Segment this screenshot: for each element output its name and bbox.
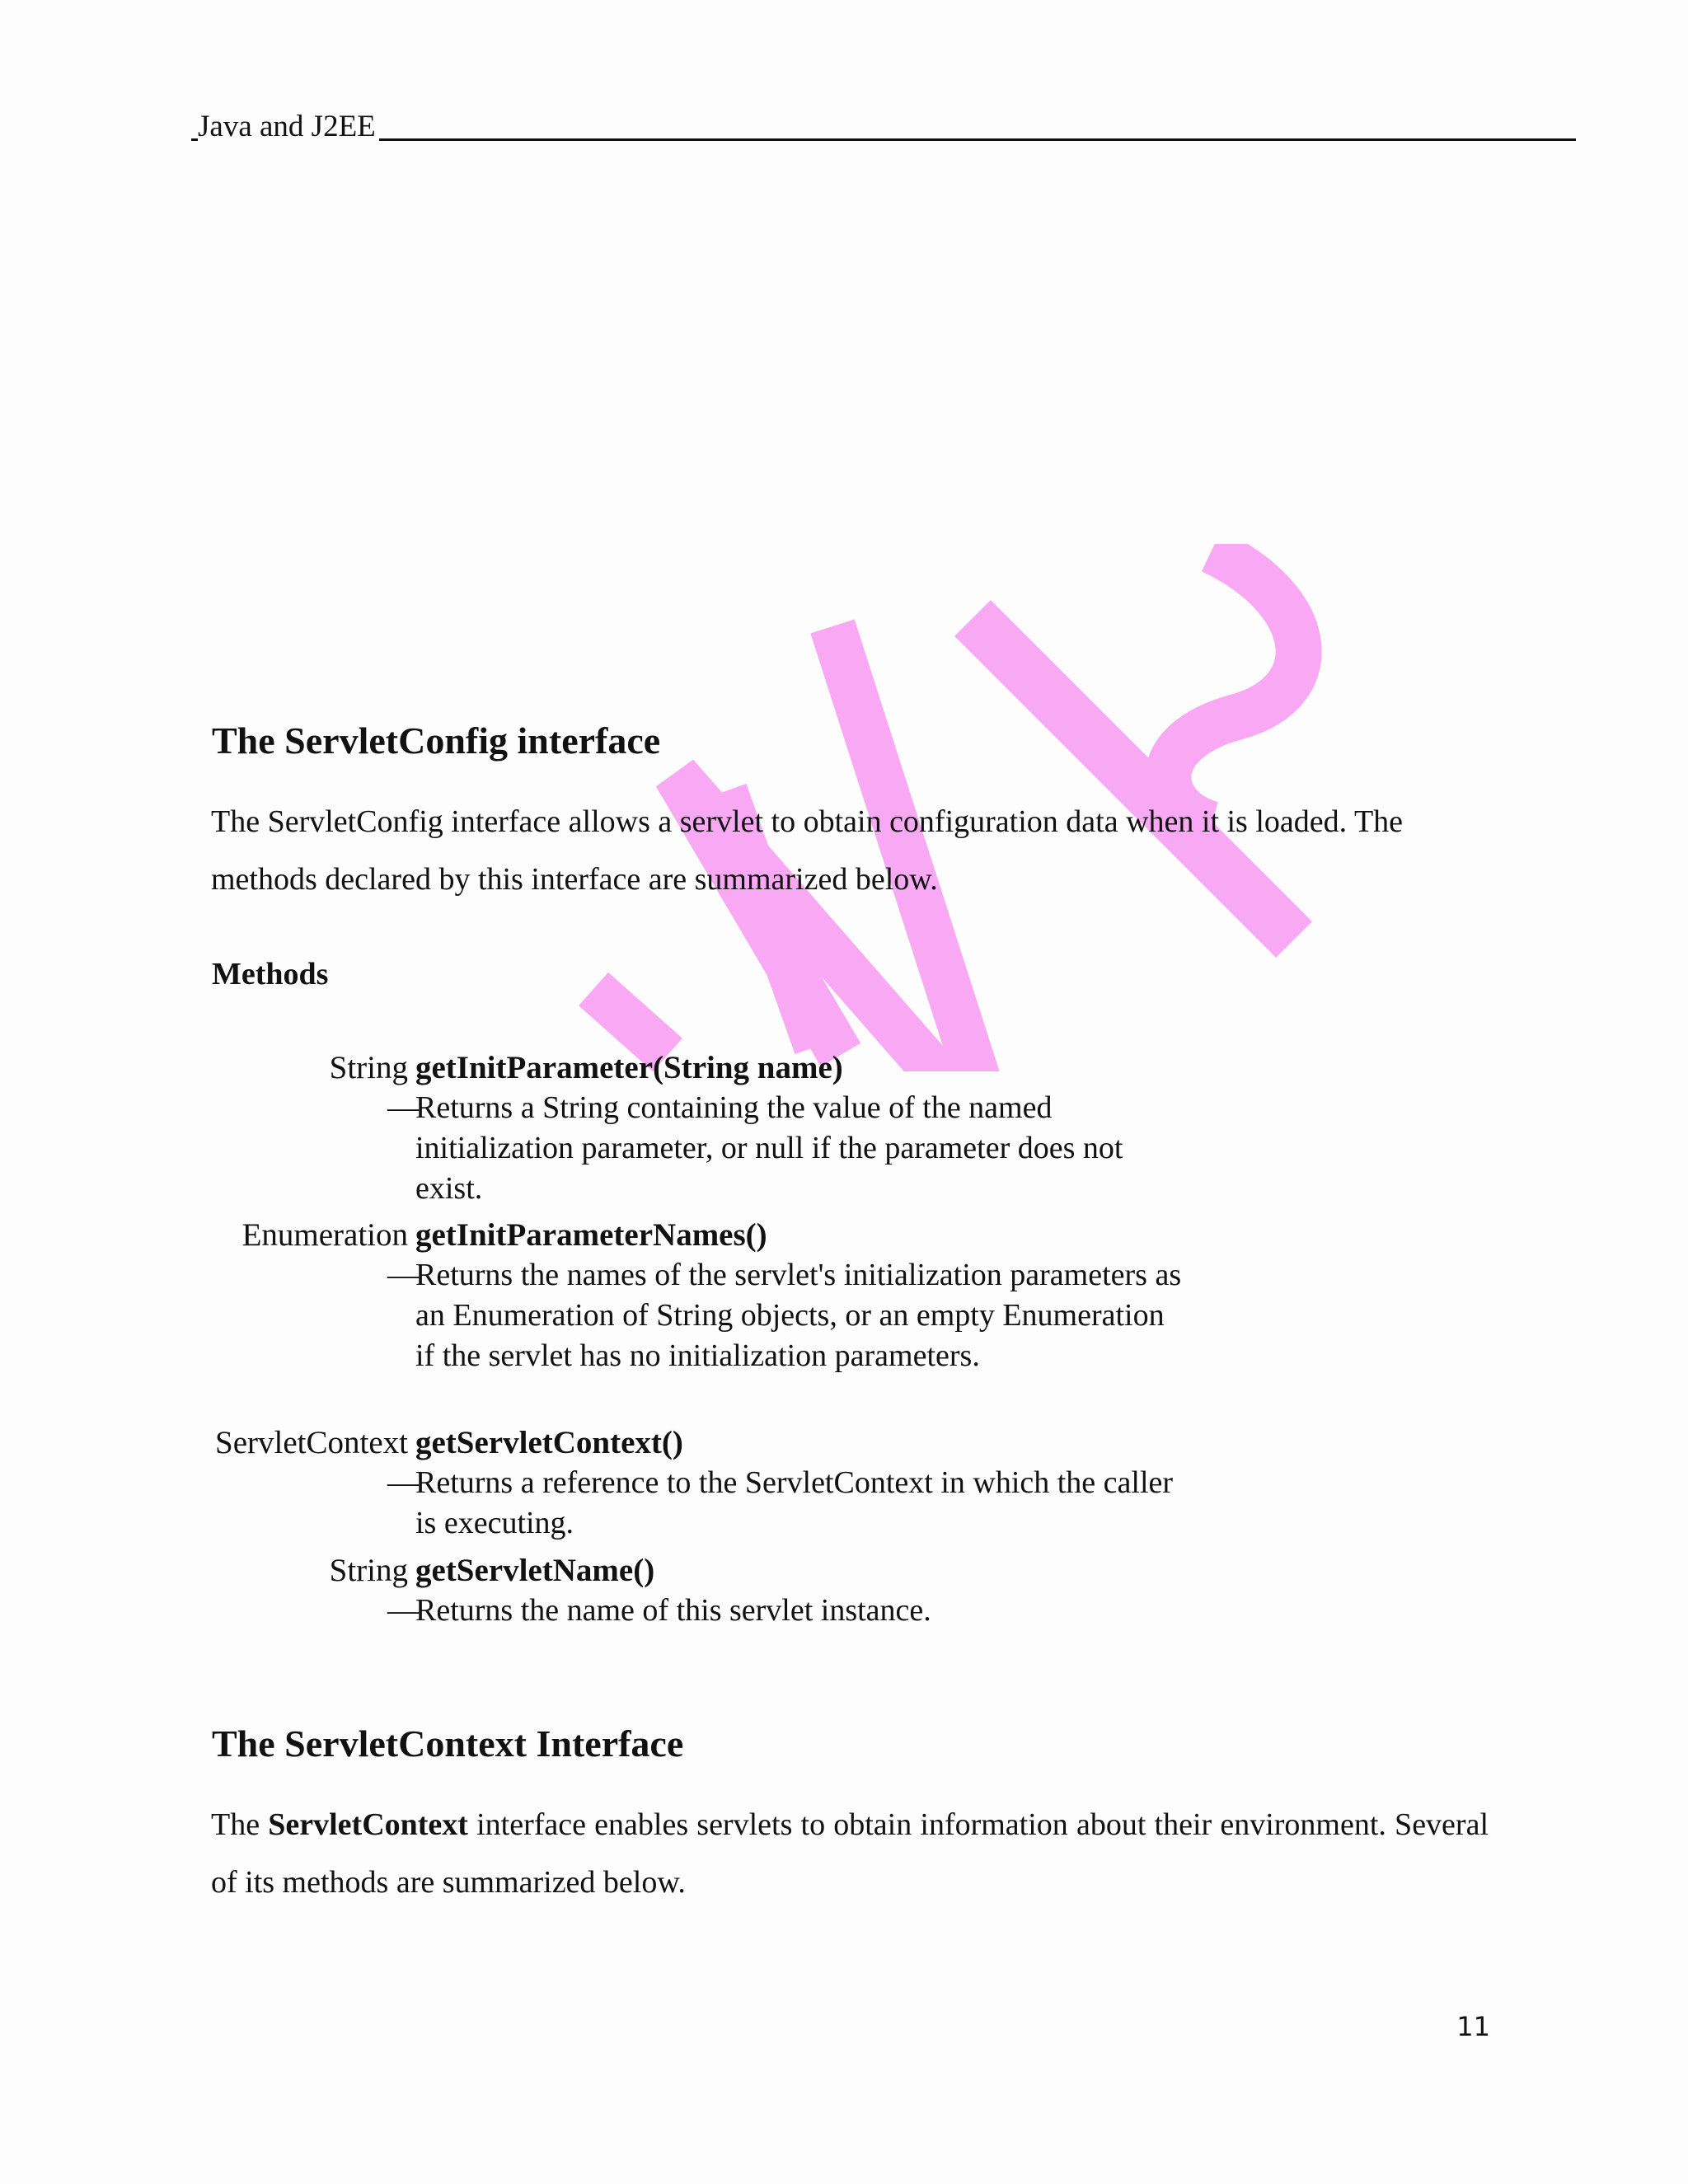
method-description-text: Returns a String containing the value of the named initialization parameter, or null if the parameter does not exist. <box>415 1090 1123 1206</box>
method-return-type: String <box>329 1553 408 1588</box>
servletcontext-intro <box>211 1796 1489 1911</box>
section-heading-servletconfig: The ServletConfig interface <box>212 719 661 762</box>
method-signature <box>0 1215 1236 1255</box>
watermark-stroke-tilde <box>1168 551 1298 824</box>
method-name: getInitParameter(String name) <box>415 1050 843 1085</box>
method-signature <box>0 1047 1236 1088</box>
servletconfig-intro: The ServletConfig interface allows a servlet to obtain configuration data when it is loaded. The methods declared by this interface are summarized below. <box>211 804 1404 897</box>
em-dash: — <box>387 1090 419 1125</box>
watermark-stroke-v-left <box>593 989 668 1055</box>
method-description-text: Returns the names of the servlet's initialization parameters as an Enumeration of String objects, or an empty Enumeration if the servlet has no initialization parameters. <box>415 1258 1182 1373</box>
methods-heading: Methods <box>212 957 329 991</box>
method-description-text: Returns a reference to the ServletContext in which the caller is executing. <box>415 1465 1174 1540</box>
method-signature <box>0 1422 1236 1463</box>
servletcontext-intro-prefix: The <box>211 1807 269 1842</box>
method-return-type: String <box>329 1050 408 1085</box>
em-dash: — <box>387 1465 419 1500</box>
section-heading-servletcontext: The ServletContext Interface <box>212 1722 684 1765</box>
method-description <box>0 1255 1236 1417</box>
method-description <box>0 1463 1236 1544</box>
method-entry <box>0 1550 1236 1631</box>
em-dash: — <box>387 1593 419 1628</box>
method-entry <box>0 1047 1236 1209</box>
method-description-text: Returns the name of this servlet instance. <box>415 1593 931 1628</box>
servletcontext-intro-rest: interface enables servlets to obtain information about their environment. Several of its methods are summarized below. <box>211 1807 1489 1900</box>
method-signature <box>0 1550 1236 1591</box>
servletcontext-intro-term: ServletContext <box>268 1807 468 1842</box>
method-name: getInitParameterNames() <box>415 1217 767 1253</box>
method-return-type: ServletContext <box>215 1425 408 1460</box>
method-description <box>0 1591 1236 1631</box>
method-description <box>0 1088 1236 1209</box>
method-name: getServletName() <box>415 1553 655 1588</box>
method-return-type: Enumeration <box>241 1217 408 1253</box>
method-entry <box>0 1215 1236 1417</box>
page-number: 11 <box>1456 2011 1490 2042</box>
running-header <box>191 99 1576 141</box>
method-name: getServletContext() <box>415 1425 683 1460</box>
running-header-title: Java and J2EE <box>198 111 379 142</box>
method-entry <box>0 1422 1236 1544</box>
em-dash: — <box>387 1258 419 1292</box>
